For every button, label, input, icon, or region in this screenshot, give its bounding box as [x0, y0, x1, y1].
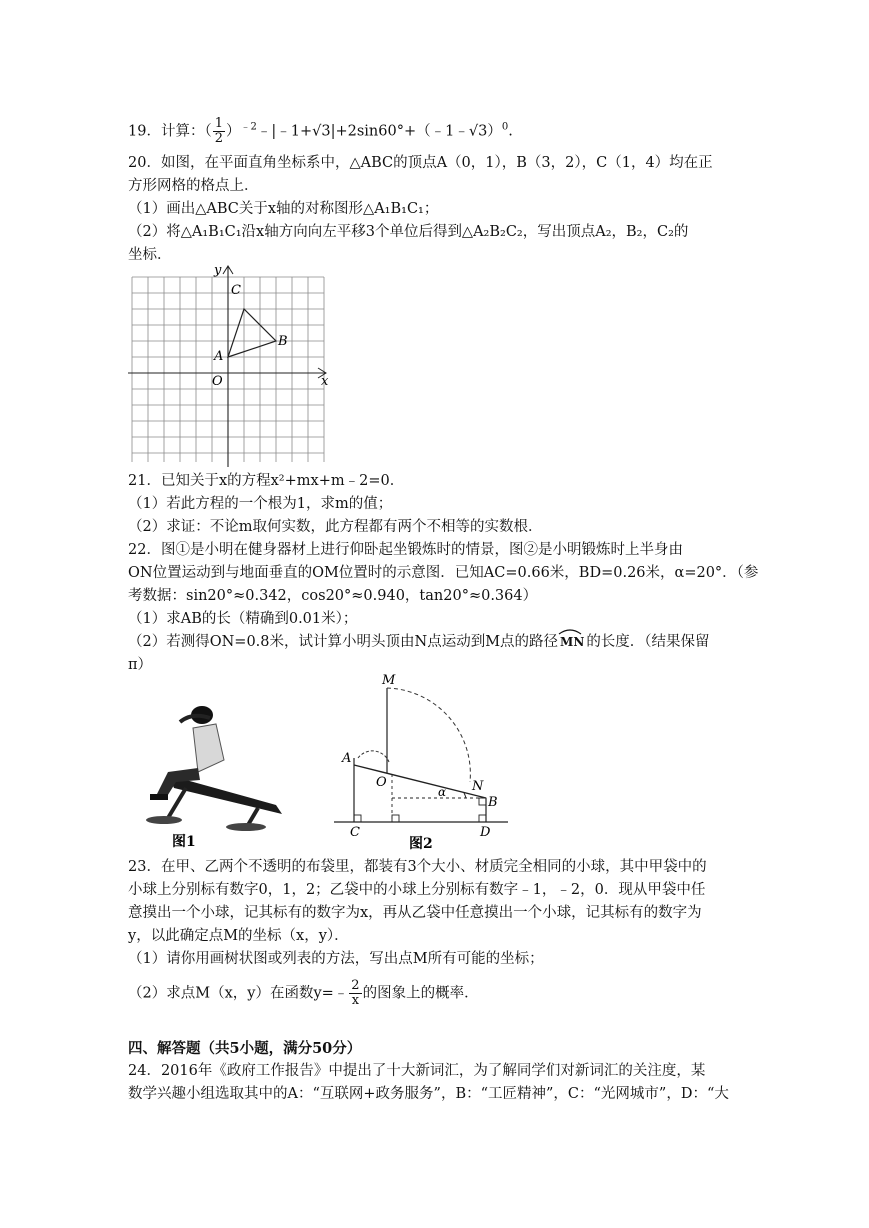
q23-line-1: 23．在甲、乙两个不透明的布袋里，都装有3个大小、材质完全相同的小球，其中甲袋中的 [128, 859, 707, 875]
q23-frac-den: x [351, 993, 360, 1008]
label-c: C [350, 825, 360, 840]
q22-line-6: π） [128, 657, 153, 673]
label-alpha: α [438, 785, 447, 799]
bench-leg-back [248, 808, 258, 825]
q20-coordinate-grid-figure [128, 262, 338, 467]
arc-near-a [358, 751, 389, 762]
q23-fraction [349, 979, 361, 1008]
q22-arc-label: MN [560, 635, 585, 649]
origin-label: O [212, 374, 223, 389]
point-c-label: C [231, 283, 241, 298]
q22-l5-pre: （2）若测得ON=0.8米，试计算小明头顶由N点运动到M点的路径 [128, 634, 559, 650]
point-b-label: B [278, 334, 288, 349]
q19-fraction [213, 117, 225, 146]
q20-line-4: （2）将△A₁B₁C₁沿x轴方向向左平移3个单位后得到△A₂B₂C₂，写出顶点A₂，B₂，C₂的 [128, 224, 689, 240]
q21-line-2: （1）若此方程的一个根为1，求m的值； [128, 496, 393, 512]
y-axis-label: y [214, 263, 222, 278]
q19-frac-den: 2 [214, 131, 223, 146]
q20-line-5: 坐标． [128, 247, 172, 263]
bench-foot-front [146, 816, 182, 824]
triangle-abc [228, 309, 276, 357]
q24-line-1: 24．2016年《政府工作报告》中提出了十大新词汇，为了解同学们对新词汇的关注度，某 [128, 1063, 706, 1079]
q19-pre: 计算：（ [160, 123, 212, 140]
figure-2-caption: 图2 [409, 836, 433, 852]
q22-l5-post: 的长度．（结果保留 [586, 634, 710, 650]
q23-line-2: 小球上分别标有数字0，1，2；乙袋中的小球上分别标有数字﹣1，﹣2，0．现从甲袋中任 [128, 882, 706, 898]
q22-line-5 [128, 633, 710, 651]
q19-post: ） [225, 123, 241, 140]
q23-line-3: 意摸出一个小球，记其标有的数字为x，再从乙袋中任意摸出一个小球，记其标有的数字为 [128, 905, 702, 921]
right-angle-b [479, 798, 486, 805]
person-torso [193, 724, 224, 772]
bench-foot-back [226, 823, 266, 831]
q20-line-3: （1）画出△ABC关于x轴的对称图形△A₁B₁C₁； [128, 201, 439, 217]
label-m: M [382, 673, 396, 688]
bench-leg-front [168, 788, 186, 818]
arc-mn-path [387, 688, 470, 782]
section-4-title: 四、解答题（共5小题，满分50分） [128, 1040, 362, 1057]
q22-line-2: ON位置运动到与地面垂直的OM位置时的示意图．已知AC=0.66米，BD=0.26米，α=20°．（参 [128, 565, 759, 581]
q19-end: . [508, 123, 513, 140]
q23-line-4: y，以此确定点M的坐标（x，y）． [128, 928, 349, 944]
q19-frac-num: 1 [214, 116, 223, 131]
q22-arc-mn [558, 633, 586, 651]
q23-l6-pre: （2）求点M（x，y）在函数y=﹣ [128, 985, 349, 1002]
angle-alpha-arc [464, 793, 466, 798]
label-d: D [480, 825, 491, 840]
q22-figure-1-illustration [128, 700, 298, 850]
q22-line-3: 考数据：sin20°≈0.342，cos20°≈0.940，tan20°≈0.364） [128, 588, 538, 604]
point-a-label: A [214, 349, 224, 364]
label-o: O [376, 775, 387, 790]
q21-line-3: （2）求证：不论m取何实数，此方程都有两个不相等的实数根． [128, 519, 543, 535]
q19-exponent-zero: 0 [501, 121, 509, 133]
q24-line-2: 数学兴趣小组选取其中的A：“互联网+政务服务”，B：“工匠精神”，C：“光网城市”，D：“大 [128, 1086, 729, 1102]
label-b: B [488, 795, 498, 810]
q23-l6-post: 的图象上的概率． [362, 985, 479, 1002]
q22-line-4: （1）求AB的长（精确到0.01米）； [128, 611, 358, 627]
q19-exponent: ﹣2 [240, 121, 257, 133]
figure-1-caption: 图1 [172, 834, 196, 850]
right-angle-d [479, 815, 486, 822]
q23-line-5: （1）请你用画树状图或列表的方法，写出点M所有可能的坐标； [128, 951, 544, 967]
x-axis-label: x [321, 374, 329, 389]
bench-line-ab [354, 765, 486, 798]
q23-line-6 [128, 979, 479, 1008]
q22-figure-2-diagram [332, 670, 514, 852]
right-angle-foot-o [392, 815, 399, 822]
person-feet [150, 794, 168, 800]
q22-line-1: 22．图①是小明在健身器材上进行仰卧起坐锻炼时的情景，图②是小明锻炼时上半身由 [128, 542, 683, 558]
q19-number: 19． [128, 123, 161, 140]
q19-line [128, 117, 513, 146]
label-a: A [342, 751, 352, 766]
q20-line-1: 20．如图，在平面直角坐标系中，△ABC的顶点A（0，1），B（3，2），C（1，4）均在正 [128, 155, 713, 171]
q23-frac-num: 2 [351, 978, 360, 993]
q20-line-2: 方形网格的格点上． [128, 178, 259, 194]
right-angle-c [354, 815, 361, 822]
q21-line-1: 21．已知关于x的方程x²+mx+m﹣2=0． [128, 473, 405, 489]
arc-symbol [557, 628, 583, 635]
label-n: N [472, 779, 484, 794]
q19-rest: ﹣|﹣1+√3|+2sin60°+（﹣1﹣√3） [256, 123, 502, 140]
